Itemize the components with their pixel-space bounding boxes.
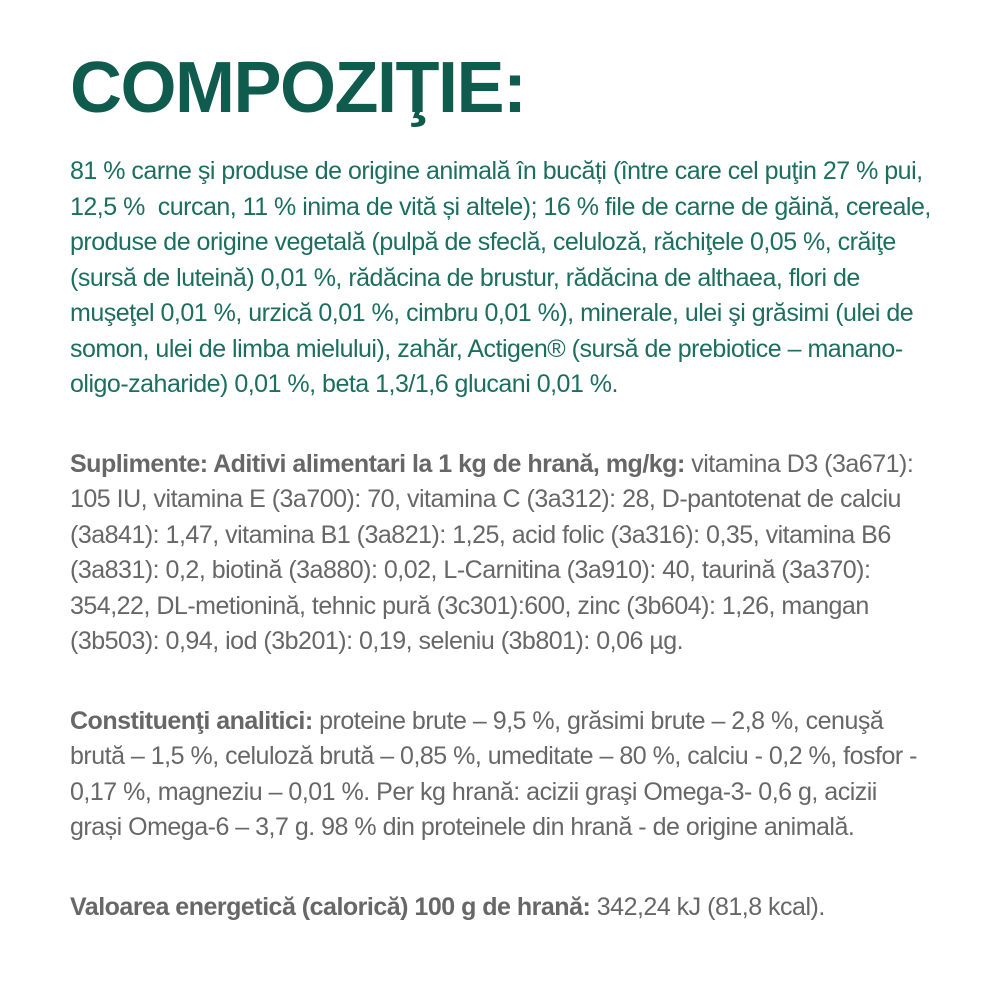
- energy-value-text: 342,24 kJ (81,8 kcal).: [590, 892, 825, 921]
- energy-value-heading: Valoarea energetică (calorică) 100 g de hrană:: [70, 892, 591, 921]
- paragraph-analytical-constituents: [70, 704, 932, 846]
- composition-label: [70, 48, 938, 925]
- analytical-constituents-text: proteine brute – 9,5 %, grăsimi brute – 2,8 %, cenuşă brută – 1,5 %, celuloză brută – 0,85 %, umeditate – 80 %, calciu - 0,2 %, fosfor - 0,17 %, magneziu – 0,01 %. Per kg hrană: acizii graşi Omega-3- 0,6 g, acizii grași Omega-6 – 3,7 g. 98 % din proteinele din hrană - de origine animală.: [70, 706, 924, 841]
- analytical-constituents-heading: Constituenţi analitici:: [70, 706, 313, 735]
- paragraph-ingredients: [70, 154, 938, 403]
- supplements-heading: Suplimente: Aditivi alimentari la 1 kg de hrană, mg/kg:: [70, 449, 685, 478]
- page-title: COMPOZIŢIE:: [70, 48, 526, 128]
- ingredients-text: 81 % carne şi produse de origine animală în bucăți (între care cel puţin 27 % pui, 12,5 % curcan, 11 % inima de vită și altele); 16 % file de carne de găină, cereale, produse de origine vegetală (pulpă de sfeclă, celuloză, răchiţele 0,05 %, crăiţe (sursă de luteină) 0,01 %, rădăcina de brustur, rădăcina de althaea, flori de muşeţel 0,01 %, urzică 0,01 %, cimbru 0,01 %), minerale, ulei şi grăsimi (ulei de somon, ulei de limba mielului), zahăr, Actigen® (sursă de prebiotice – manano-oligo-zaharide) 0,01 %, beta 1,3/1,6 glucani 0,01 %.: [70, 157, 938, 398]
- supplements-text: vitamina D3 (3a671): 105 IU, vitamina E (3a700): 70, vitamina C (3a312): 28, D-pantotenat de calciu (3a841): 1,47, vitamina B1 (3a821): 1,25, acid folic (3a316): 0,35, vitamina B6 (3a831): 0,2, biotină (3a880): 0,02, L-Carnitina (3a910): 40, taurină (3a370): 354,22, DL-metionină, tehnic pură (3c301):600, zinc (3b604): 1,26, mangan (3b503): 0,94, iod (3b201): 0,19, seleniu (3b801): 0,06 µg.: [70, 449, 920, 655]
- paragraph-energy-value: [70, 890, 932, 926]
- paragraph-supplements: [70, 447, 932, 660]
